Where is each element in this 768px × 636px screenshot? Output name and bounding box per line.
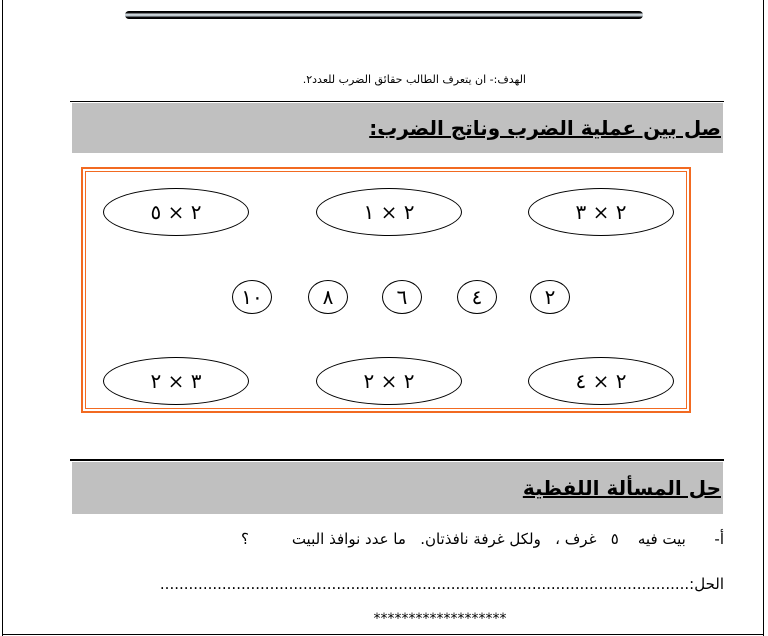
answer-line[interactable]: الحل:............................................................................................................... — [159, 575, 724, 593]
result-circle[interactable]: ٢ — [530, 280, 570, 314]
result-circle[interactable]: ٨ — [308, 280, 348, 314]
expression-oval[interactable]: ٣ × ٢ — [103, 357, 249, 405]
expression-oval[interactable]: ٢ × ٥ — [103, 188, 249, 236]
section2-title: حل المسألة اللفظية — [522, 476, 721, 500]
page-bottom-edge — [2, 634, 764, 635]
result-circle[interactable]: ٦ — [382, 280, 422, 314]
expression-oval[interactable]: ٢ × ١ — [316, 188, 462, 236]
section1-top-rule — [70, 101, 724, 102]
word-problem: أ- بيت فيه ٥ غرف ، ولكل غرفة نافذتان. ما عدد نوافذ البيت ؟ — [240, 530, 724, 548]
result-circle[interactable]: ١٠ — [232, 280, 272, 314]
expression-oval[interactable]: ٢ × ٤ — [528, 357, 674, 405]
expression-oval[interactable]: ٢ × ٢ — [316, 357, 462, 405]
section2-top-rule — [70, 459, 724, 461]
section1-title: صل بين عملية الضرب وناتج الضرب: — [369, 116, 721, 140]
page-right-edge — [763, 0, 764, 636]
expression-oval[interactable]: ٢ × ٣ — [528, 188, 674, 236]
section1-header-bar — [72, 103, 723, 153]
result-circle[interactable]: ٤ — [457, 280, 497, 314]
lesson-goal: الهدف:- ان يتعرف الطالب حقائق الضرب للعدد٢. — [302, 73, 526, 86]
page-left-edge — [2, 0, 3, 636]
stars-separator: ******************* — [373, 611, 507, 627]
section2-header-bar — [72, 462, 723, 514]
decorative-top-bar — [125, 11, 643, 19]
